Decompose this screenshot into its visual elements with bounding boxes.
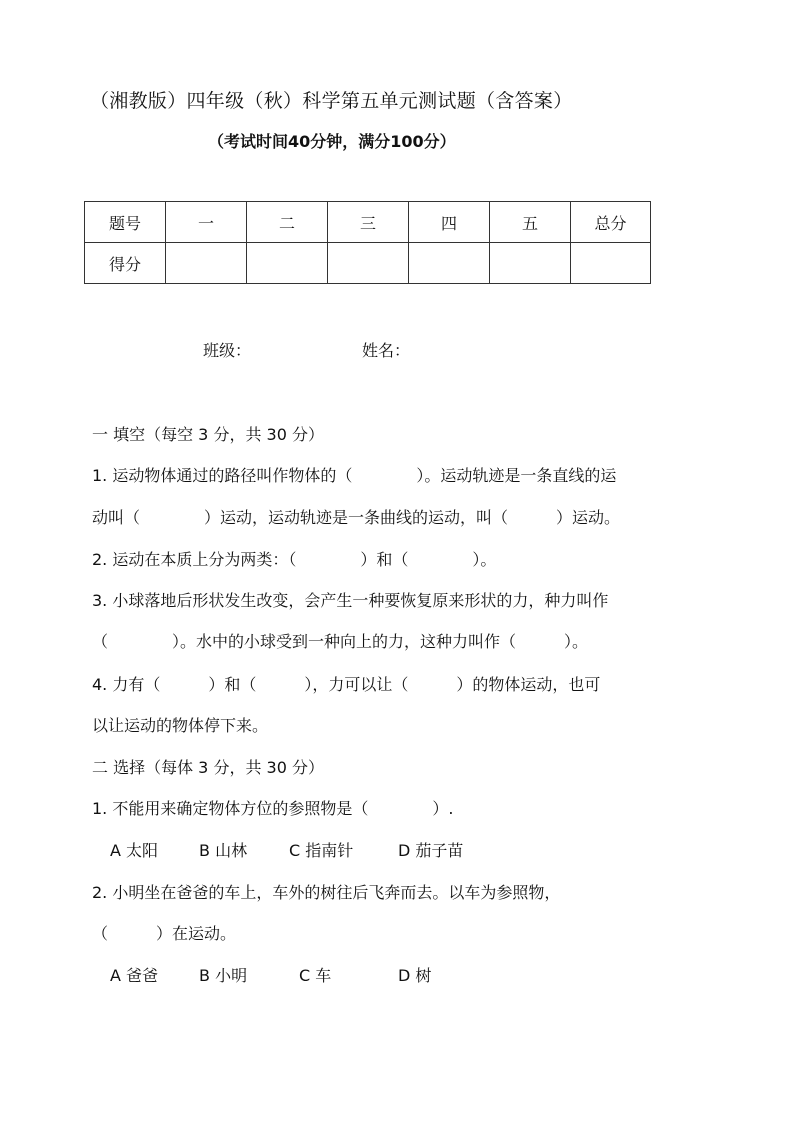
table-cell: 二 bbox=[247, 202, 328, 243]
table-cell: 总分 bbox=[571, 202, 651, 243]
option-a[interactable]: A 太阳 bbox=[110, 841, 159, 860]
score-blank-cell[interactable] bbox=[571, 243, 651, 284]
question-line: 以让运动的物体停下来。 bbox=[92, 716, 269, 735]
section-heading: 二 选择（每体 3 分，共 30 分） bbox=[92, 758, 324, 777]
option-c[interactable]: C 车 bbox=[299, 966, 332, 985]
question-line: 1. 运动物体通过的路径叫作物体的（ ）。运动轨迹是一条直线的运 bbox=[92, 466, 617, 485]
question-line: 3. 小球落地后形状发生改变，会产生一种要恢复原来形状的力，种力叫作 bbox=[92, 591, 609, 610]
option-c[interactable]: C 指南针 bbox=[289, 841, 354, 860]
question-line: 2. 小明坐在爸爸的车上，车外的树往后飞奔而去。以车为参照物， bbox=[92, 883, 561, 902]
score-blank-cell[interactable] bbox=[490, 243, 571, 284]
table-row bbox=[85, 202, 651, 243]
score-table bbox=[84, 201, 651, 284]
option-b[interactable]: B 山林 bbox=[199, 841, 248, 860]
table-cell: 五 bbox=[490, 202, 571, 243]
score-blank-cell[interactable] bbox=[247, 243, 328, 284]
question-line: 1. 不能用来确定物体方位的参照物是（ ）. bbox=[92, 799, 454, 818]
option-d[interactable]: D 树 bbox=[398, 966, 432, 985]
option-b[interactable]: B 小明 bbox=[199, 966, 248, 985]
table-cell: 题号 bbox=[85, 202, 166, 243]
exam-info: （考试时间40分钟，满分100分） bbox=[208, 132, 456, 151]
question-line: （ ）。水中的小球受到一种向上的力，这种力叫作（ ）。 bbox=[92, 632, 589, 651]
page-title: （湘教版）四年级（秋）科学第五单元测试题（含答案） bbox=[90, 90, 573, 112]
option-a[interactable]: A 爸爸 bbox=[110, 966, 159, 985]
section-heading: 一 填空（每空 3 分，共 30 分） bbox=[92, 425, 324, 444]
question-line: （ ）在运动。 bbox=[92, 924, 237, 943]
table-cell: 一 bbox=[166, 202, 247, 243]
score-blank-cell[interactable] bbox=[166, 243, 247, 284]
question-line: 2. 运动在本质上分为两类：（ ）和（ ）。 bbox=[92, 550, 497, 569]
question-line: 4. 力有（ ）和（ ），力可以让（ ）的物体运动，也可 bbox=[92, 675, 601, 694]
score-blank-cell[interactable] bbox=[328, 243, 409, 284]
class-label: 班级： bbox=[203, 341, 252, 360]
table-cell: 三 bbox=[328, 202, 409, 243]
table-row bbox=[85, 243, 651, 284]
score-blank-cell[interactable] bbox=[409, 243, 490, 284]
table-cell: 得分 bbox=[85, 243, 166, 284]
table-cell: 四 bbox=[409, 202, 490, 243]
option-d[interactable]: D 茄子苗 bbox=[398, 841, 464, 860]
question-line: 动叫（ ）运动，运动轨迹是一条曲线的运动，叫（ ）运动。 bbox=[92, 508, 621, 527]
name-label: 姓名： bbox=[362, 341, 411, 360]
